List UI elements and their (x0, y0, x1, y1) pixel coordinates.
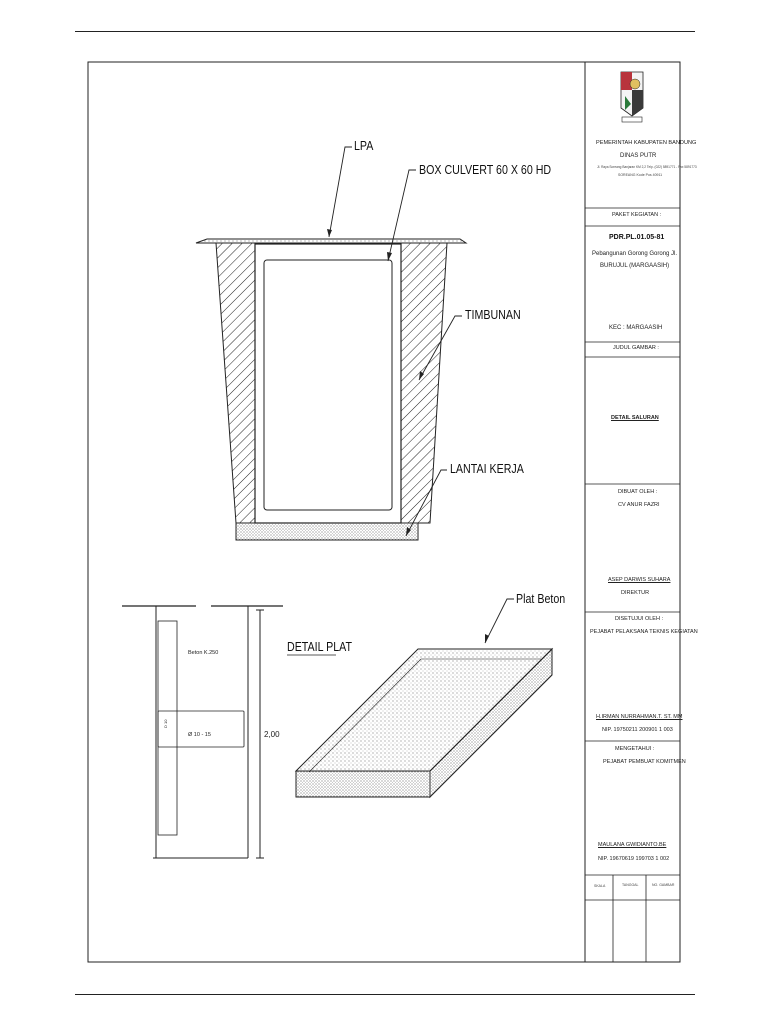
label-dimension: 2,00 (264, 730, 280, 739)
footer-skala: SKALA (594, 884, 606, 888)
label-beton-k250: Beton K.250 (188, 650, 219, 656)
label-box-culvert: BOX CULVERT 60 X 60 HD (419, 162, 552, 177)
pptk-name: H.IRMAN NURRAHMAN.T. ST. MM (596, 714, 683, 720)
agency-dept: DINAS PUTR (620, 153, 657, 159)
lantai-kerja-layer (236, 523, 418, 540)
title-block-lines (585, 208, 683, 962)
footer-no-gambar: NO. GAMBAR (652, 883, 675, 887)
label-timbunan: TIMBUNAN (465, 307, 521, 322)
label-side-rebar: D 10 (163, 719, 168, 728)
dibuat-company: CV ANUR FAZRI (618, 502, 660, 508)
agency-address-2: SOREANG Kode Pos 40911 (618, 173, 663, 177)
plat-beton-3d (296, 649, 552, 797)
disetujui-role: PEJABAT PELAKSANA TEKNIS KEGIATAN (590, 629, 698, 635)
mengetahui-label: MENGETAHUI : (615, 746, 655, 752)
ppk-nip: NIP. 19670619 199703 1 002 (598, 856, 670, 862)
lpa-layer (196, 239, 466, 243)
label-lantai-kerja: LANTAI KERJA (450, 461, 524, 476)
label-lpa: LPA (354, 138, 374, 153)
mengetahui-role: PEJABAT PEMBUAT KOMITMEN (603, 759, 686, 765)
label-plat-beton: Plat Beton (516, 591, 566, 606)
paket-code: PDR.PL.01.05-81 (609, 234, 665, 241)
bandung-logo (621, 72, 643, 122)
agency-name: PEMERINTAH KABUPATEN BANDUNG (596, 140, 697, 146)
kecamatan: KEC : MARGAASIH (609, 325, 663, 331)
agency-address: Jl. Raya Soreang Banjaran KM 2,2 Telp. (022) 5891771 - Fax 5891773 (597, 165, 697, 169)
label-rebar: Ø 10 - 15 (188, 732, 211, 738)
paket-label: PAKET KEGIATAN : (612, 212, 662, 218)
judul-gambar: DETAIL SALURAN (611, 415, 659, 421)
dibuat-label: DIBUAT OLEH : (618, 489, 658, 495)
footer-tanggal: TANGGAL (622, 883, 639, 887)
direktur-title: DIREKTUR (621, 590, 650, 596)
pptk-nip: NIP. 19750211 200901 1 003 (602, 727, 673, 733)
direktur-name: ASEP DARWIS SUHARA (608, 577, 671, 583)
disetujui-label: DISETUJUI OLEH : (615, 616, 663, 622)
ppk-name: MAULANA GWIDIANTO.BE (598, 842, 667, 848)
judul-label: JUDUL GAMBAR : (613, 345, 659, 351)
label-detail-plat: DETAIL PLAT (287, 639, 352, 654)
paket-desc-1: Pebangunan Gorong Gorong Jl. (592, 251, 678, 257)
box-culvert-inner (264, 260, 392, 510)
paket-desc-2: BURUJUL (MARGAASIH) (600, 263, 670, 269)
